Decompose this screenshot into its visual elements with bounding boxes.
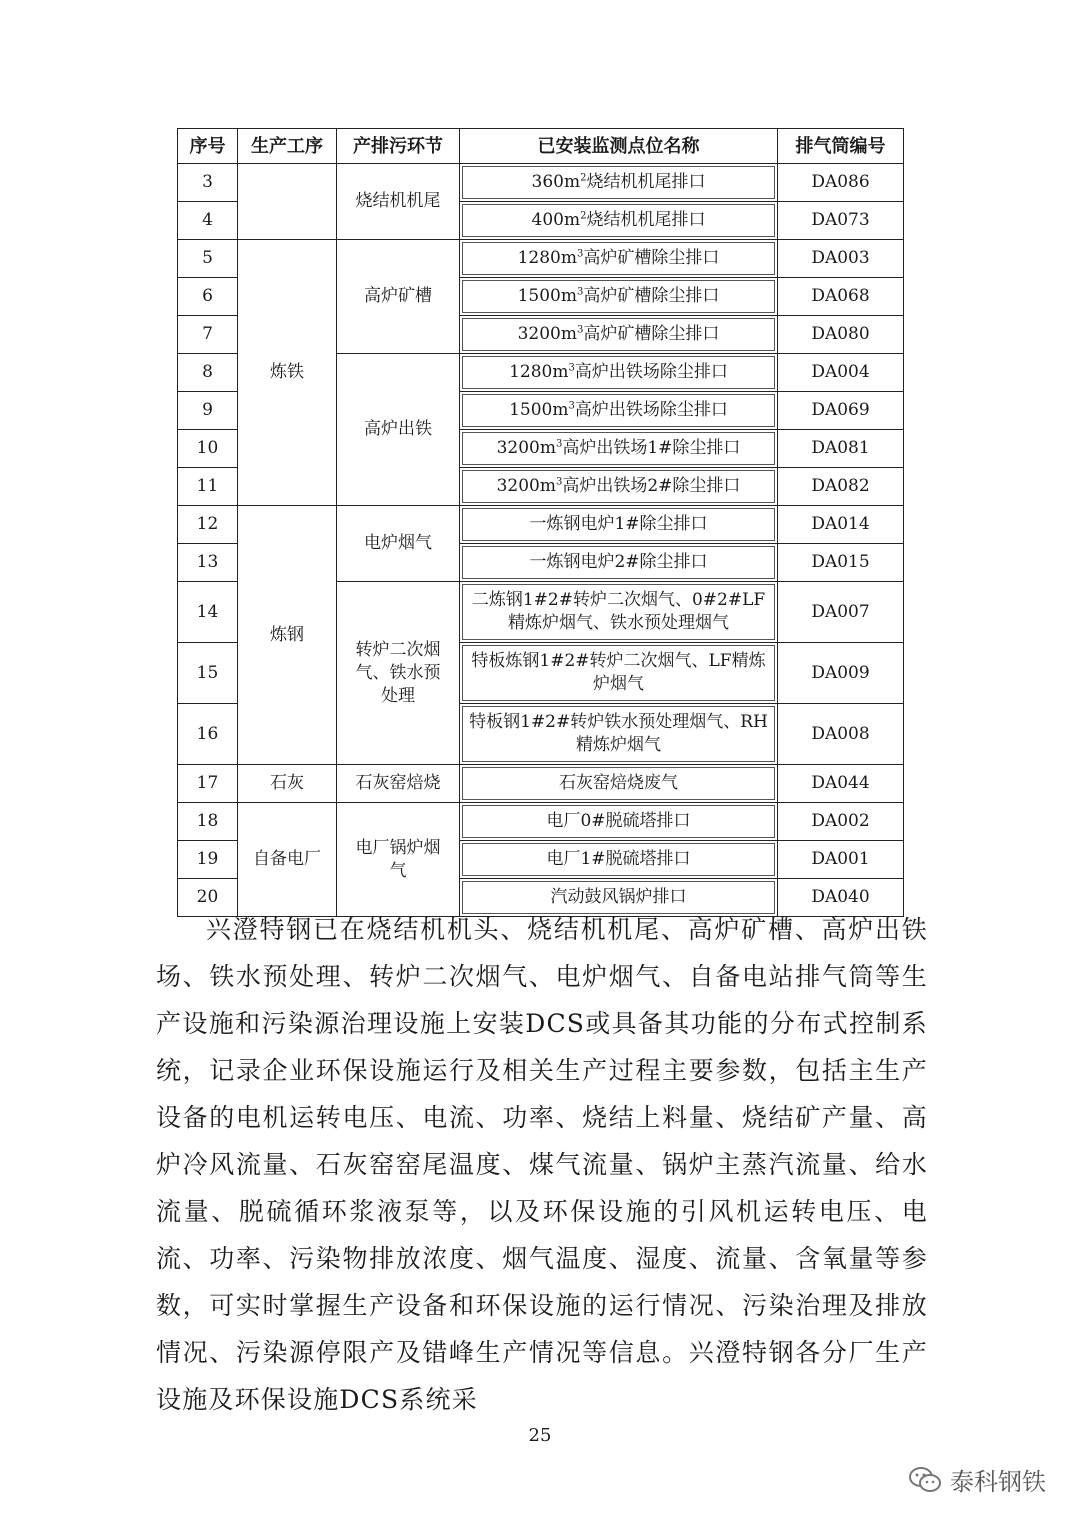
point-name: $1500m^3$高炉矿槽除尘排口 xyxy=(460,278,778,316)
table-row xyxy=(178,803,904,841)
stack-code: DA002 xyxy=(778,803,904,841)
stack-code: DA073 xyxy=(778,202,904,240)
watermark-text: 泰科钢铁 xyxy=(950,1468,1046,1496)
header-process: 生产工序 xyxy=(238,129,337,164)
table-header-row xyxy=(178,129,904,164)
row-no: 12 xyxy=(178,506,238,544)
row-no: 18 xyxy=(178,803,238,841)
point-name: $1500m^3$高炉出铁场除尘排口 xyxy=(460,392,778,430)
stack-code: DA082 xyxy=(778,468,904,506)
stack-code: DA015 xyxy=(778,544,904,582)
stack-code: DA069 xyxy=(778,392,904,430)
row-no: 16 xyxy=(178,704,238,765)
point-name: $1280m^3$高炉出铁场除尘排口 xyxy=(460,354,778,392)
point-name: 汽动鼓风锅炉排口 xyxy=(460,879,778,917)
table-row xyxy=(178,506,904,544)
stack-code: DA044 xyxy=(778,765,904,803)
point-name: 电厂1#脱硫塔排口 xyxy=(460,841,778,879)
point-name: 石灰窑焙烧废气 xyxy=(460,765,778,803)
stack-code: DA068 xyxy=(778,278,904,316)
row-no: 13 xyxy=(178,544,238,582)
point-name: 电厂0#脱硫塔排口 xyxy=(460,803,778,841)
stack-code: DA081 xyxy=(778,430,904,468)
stage-cell: 高炉出铁 xyxy=(337,354,460,506)
row-no: 5 xyxy=(178,240,238,278)
header-point-name: 已安装监测点位名称 xyxy=(460,129,778,164)
row-no: 17 xyxy=(178,765,238,803)
row-no: 20 xyxy=(178,879,238,917)
stack-code: DA007 xyxy=(778,582,904,643)
header-no: 序号 xyxy=(178,129,238,164)
row-no: 7 xyxy=(178,316,238,354)
process-cell: 石灰 xyxy=(238,765,337,803)
point-name: $3200m^3$高炉出铁场2#除尘排口 xyxy=(460,468,778,506)
process-cell: 炼钢 xyxy=(238,506,337,765)
row-no: 6 xyxy=(178,278,238,316)
point-name: $3200m^3$高炉出铁场1#除尘排口 xyxy=(460,430,778,468)
row-no: 3 xyxy=(178,164,238,202)
stack-code: DA014 xyxy=(778,506,904,544)
header-stack-code: 排气筒编号 xyxy=(778,129,904,164)
body-paragraph xyxy=(156,906,928,1423)
row-no: 15 xyxy=(178,643,238,704)
table-row xyxy=(178,240,904,278)
monitoring-points-table xyxy=(177,128,904,917)
page-number: 25 xyxy=(528,1425,552,1446)
process-cell xyxy=(238,164,337,240)
stack-code: DA003 xyxy=(778,240,904,278)
point-name: 特板钢1#2#转炉铁水预处理烟气、RH精炼炉烟气 xyxy=(460,704,778,765)
stage-cell: 电炉烟气 xyxy=(337,506,460,582)
row-no: 4 xyxy=(178,202,238,240)
stack-code: DA008 xyxy=(778,704,904,765)
stage-cell: 石灰窑焙烧 xyxy=(337,765,460,803)
table-row xyxy=(178,164,904,202)
stack-code: DA004 xyxy=(778,354,904,392)
point-name: 一炼钢电炉2#除尘排口 xyxy=(460,544,778,582)
row-no: 11 xyxy=(178,468,238,506)
stack-code: DA080 xyxy=(778,316,904,354)
stack-code: DA040 xyxy=(778,879,904,917)
wechat-icon xyxy=(908,1465,942,1495)
stage-cell: 电厂锅炉烟气 xyxy=(337,803,460,917)
paragraph-text: 兴澄特钢已在烧结机机头、烧结机机尾、高炉矿槽、高炉出铁场、铁水预处理、转炉二次烟气、电炉烟气、自备电站排气筒等生产设施和污染源治理设施上安装DCS或具备其功能的分布式控制系统，记录企业环保设施运行及相关生产过程主要参数，包括主生产设备的电机运转电压、电流、功率、烧结上料量、烧结矿产量、高炉冷风流量、石灰窑窑尾温度、煤气流量、锅炉主蒸汽流量、给水流量、脱硫循环浆液泵等，以及环保设施的引风机运转电压、电流、功率、污染物排放浓度、烟气温度、湿度、流量、含氧量等参数，可实时掌握生产设备和环保设施的运行情况、污染治理及排放情况、污染源停限产及错峰生产情况等信息。兴澄特钢各分厂生产设施及环保设施DCS系统采 xyxy=(156,915,928,1414)
stage-cell: 高炉矿槽 xyxy=(337,240,460,354)
point-name: $1280m^3$高炉矿槽除尘排口 xyxy=(460,240,778,278)
row-no: 9 xyxy=(178,392,238,430)
stage-cell: 转炉二次烟气、铁水预处理 xyxy=(337,582,460,765)
row-no: 19 xyxy=(178,841,238,879)
row-no: 8 xyxy=(178,354,238,392)
stack-code: DA009 xyxy=(778,643,904,704)
stack-code: DA001 xyxy=(778,841,904,879)
point-name: $3200m^3$高炉矿槽除尘排口 xyxy=(460,316,778,354)
watermark xyxy=(908,1462,1046,1497)
stage-cell: 烧结机机尾 xyxy=(337,164,460,240)
point-name: 特板炼钢1#2#转炉二次烟气、LF精炼炉烟气 xyxy=(460,643,778,704)
point-name: $360m^2$烧结机机尾排口 xyxy=(460,164,778,202)
process-cell: 自备电厂 xyxy=(238,803,337,917)
table-row xyxy=(178,765,904,803)
row-no: 14 xyxy=(178,582,238,643)
point-name: 二炼钢1#2#转炉二次烟气、0#2#LF精炼炉烟气、铁水预处理烟气 xyxy=(460,582,778,643)
row-no: 10 xyxy=(178,430,238,468)
stack-code: DA086 xyxy=(778,164,904,202)
point-name: $400m^2$烧结机机尾排口 xyxy=(460,202,778,240)
header-stage: 产排污环节 xyxy=(337,129,460,164)
process-cell: 炼铁 xyxy=(238,240,337,506)
point-name: 一炼钢电炉1#除尘排口 xyxy=(460,506,778,544)
